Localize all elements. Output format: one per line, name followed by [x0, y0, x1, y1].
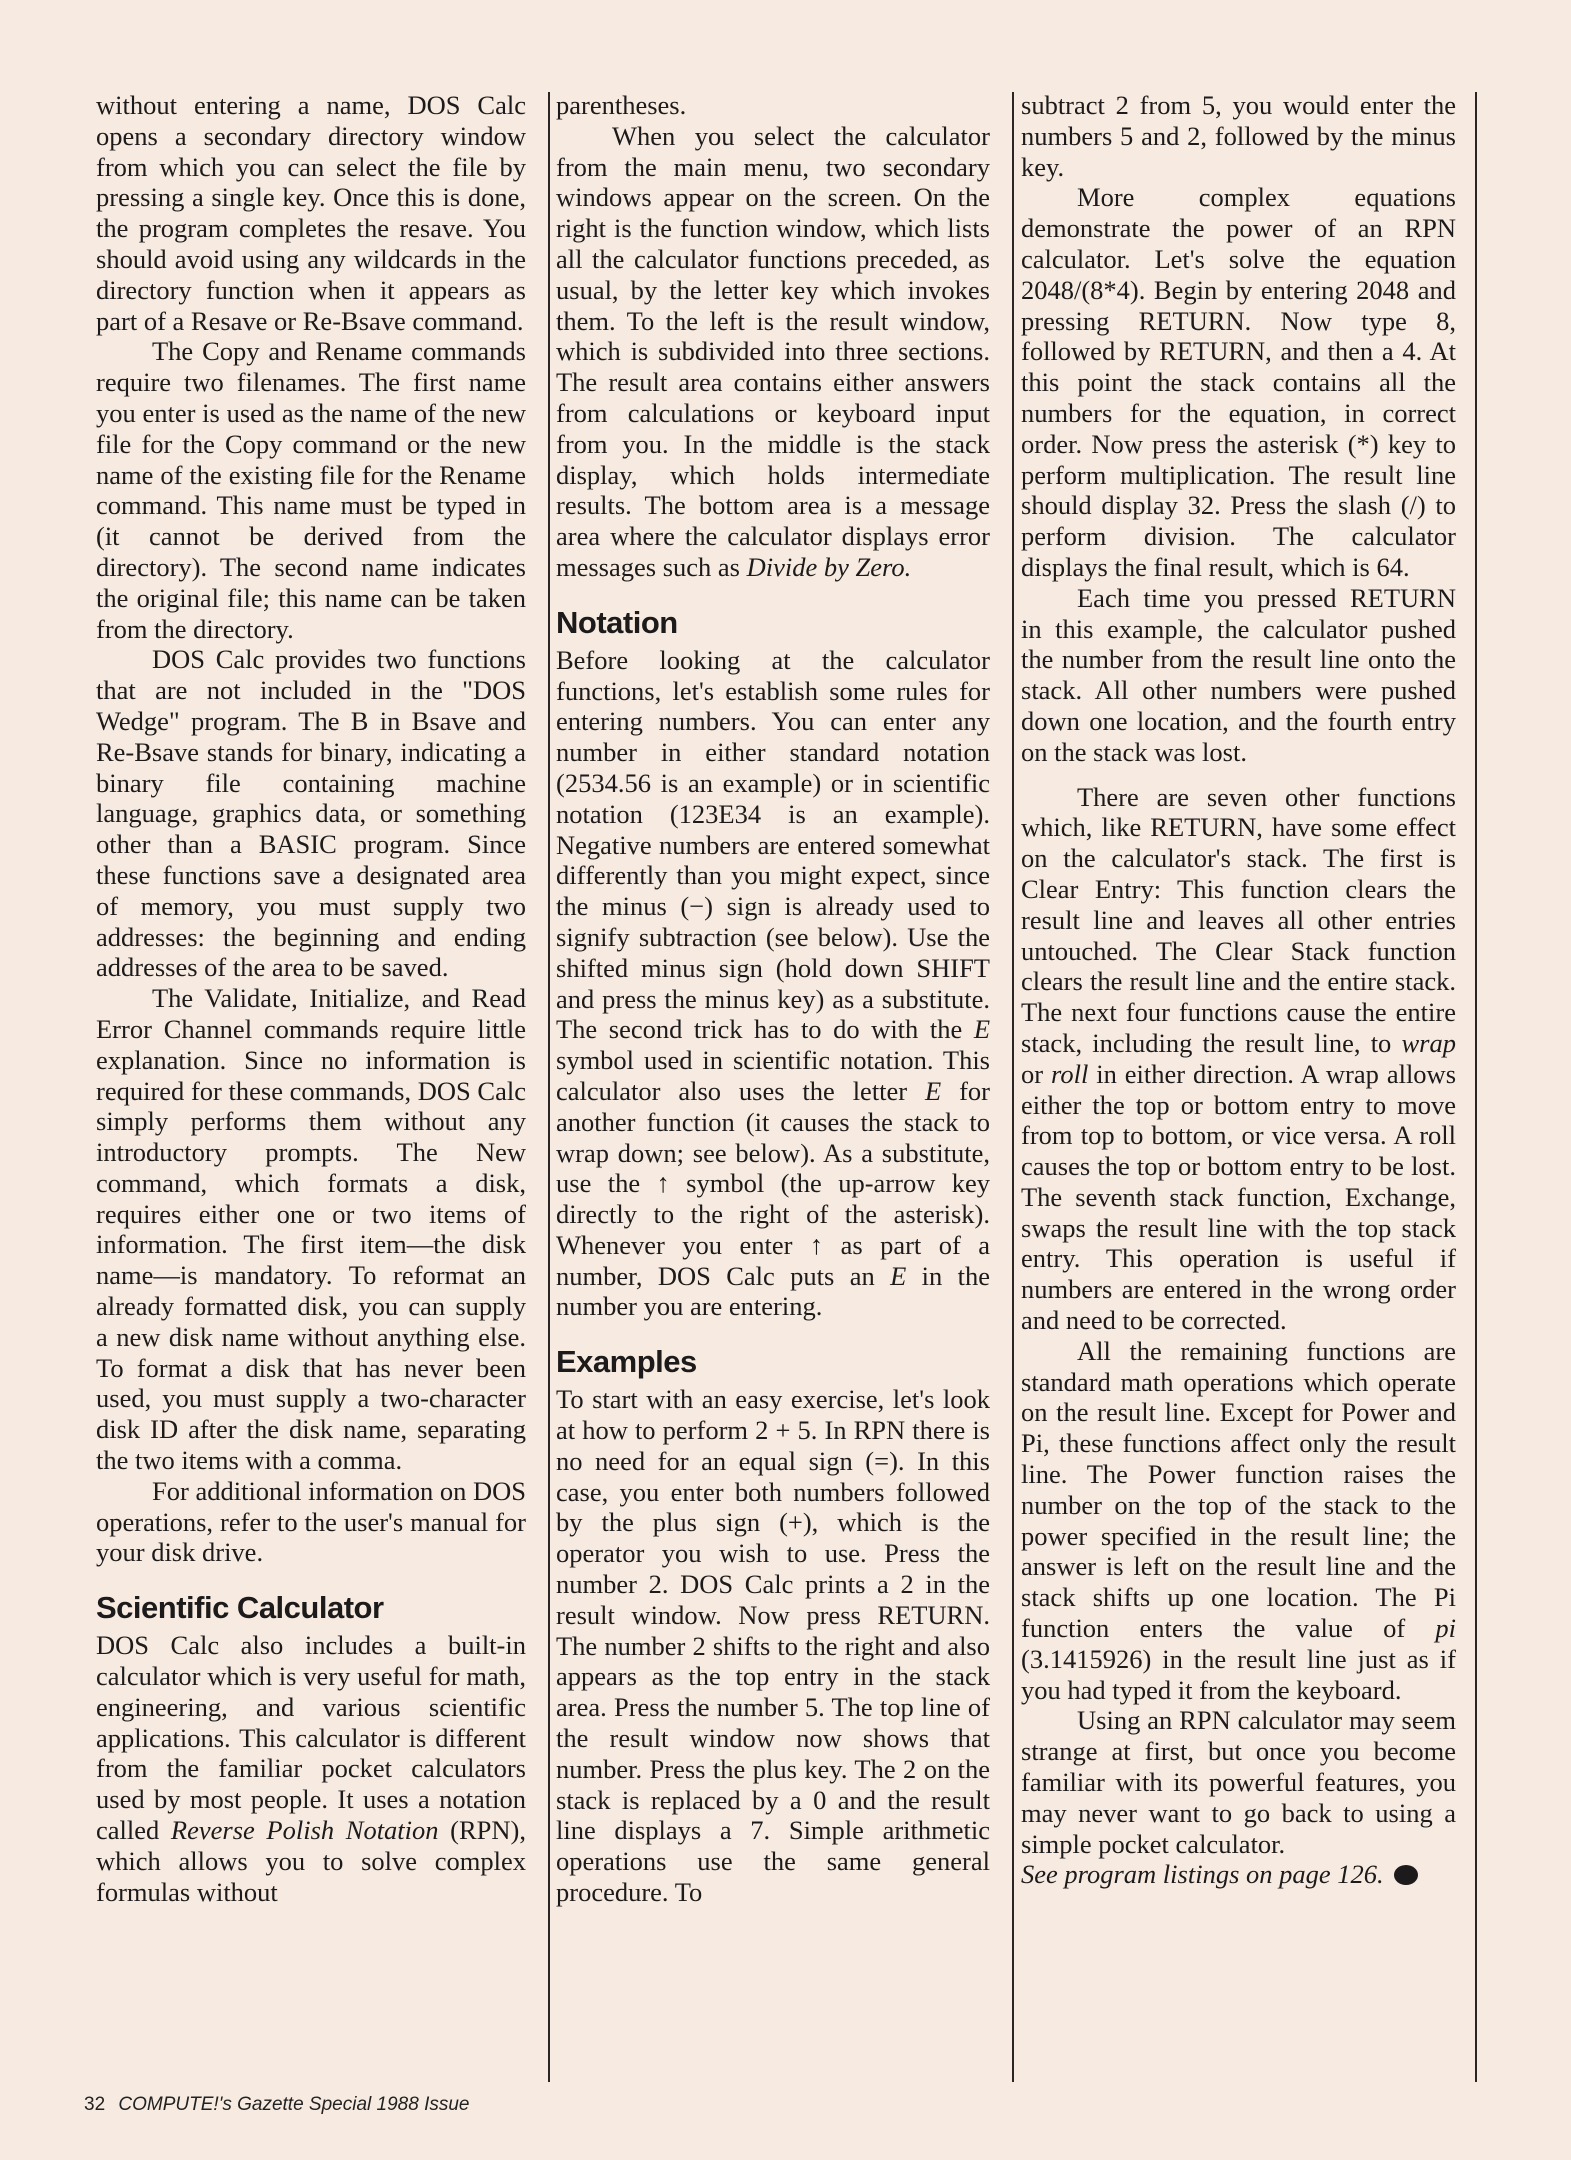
- section-heading: Examples: [556, 1344, 697, 1380]
- paragraph: DOS Calc provides two functions that are not included in the "DOS Wedge" program. The B in Bsave and Re-Bsave stands for binary, indicating a binary file containing machine language, graphics data, or something other than a BASIC program. Since these functions save a designated area of memory, you must supply two addresses: the beginning and ending addresses of the area to be saved.: [96, 644, 526, 983]
- paragraph: Each time you pressed RETURN in this example, the calculator pushed the number from the result line onto the stack. All other numbers were pushed down one location, and the fourth entry on the stack was lost.: [1021, 582, 1456, 767]
- section-heading: Notation: [556, 604, 678, 640]
- publication-name: COMPUTE!'s Gazette Special 1988 Issue: [118, 2094, 470, 2115]
- paragraph: The Validate, Initialize, and Read Error Channel commands require little explanation. Since no information is required for these commands, DOS Calc simply performs them without any introductory prompts. The New command, which formats a disk, requires either one or two items of information. The first item—the disk name—is mandatory. To reformat an already formatted disk, you can supply a new disk name without anything else. To format a disk that has never been used, you must supply a two-character disk ID after the disk name, separating the two items with a comma.: [96, 983, 526, 1476]
- page-footer: [84, 2094, 469, 2116]
- page-number: 32: [84, 2094, 106, 2115]
- paragraph: DOS Calc also includes a built-in calculator which is very useful for math, engineering, and various scientific applications. This calculator is different from the familiar pocket calculators used by most people. It uses a notation called Reverse Polish Notation (RPN), which allows you to solve complex formulas without: [96, 1630, 526, 1907]
- paragraph: More complex equations demonstrate the power of an RPN calculator. Let's solve the equation 2048/(8*4). Begin by entering 2048 and pressing RETURN. Now type 8, followed by RETURN, and then a 4. At this point the stack contains all the numbers for the equation, in correct order. Now press the asterisk (*) key to perform multiplication. The result line should display 32. Press the slash (/) to perform division. The calculator displays the final result, which is 64.: [1021, 182, 1456, 582]
- column-rule: [1475, 92, 1477, 2082]
- column-rule: [1012, 92, 1014, 2082]
- column-rule: [548, 92, 550, 2082]
- text-column-1: [96, 90, 526, 1907]
- section-heading: Scientific Calculator: [96, 1590, 384, 1626]
- paragraph: For additional information on DOS operations, refer to the user's manual for your disk drive.: [96, 1475, 526, 1568]
- paragraph: subtract 2 from 5, you would enter the numbers 5 and 2, followed by the minus key.: [1021, 90, 1456, 182]
- paragraph: parentheses.: [556, 90, 687, 120]
- paragraph: Before looking at the calculator functions, let's establish some rules for entering numbers. You can enter any number in either standard notation (2534.56 is an example) or in scientific notation (123E34 is an example). Negative numbers are entered somewhat differently than you might expect, since the minus (−) sign is already used to signify subtraction (see below). Use the shifted minus sign (hold down SHIFT and press the minus key) as a substitute. The second trick has to do with the E symbol used in scientific notation. This calculator also uses the letter E for another function (it causes the stack to wrap down; see below). As a substitute, use the ↑ symbol (the up-arrow key directly to the right of the asterisk). Whenever you enter ↑ as part of a number, DOS Calc puts an E in the number you are entering.: [556, 644, 990, 1322]
- paragraph: without entering a name, DOS Calc opens a secondary directory window from which you can select the file by pressing a single key. Once this is done, the program completes the resave. You should avoid using any wildcards in the directory function when it appears as part of a Resave or Re-Bsave command.: [96, 90, 526, 336]
- paragraph: To start with an easy exercise, let's look at how to perform 2 + 5. In RPN there is no need for an equal sign (=). In this case, you enter both numbers followed by the plus sign (+), which is the operator you wish to use. Press the number 2. DOS Calc prints a 2 in the result window. Now press RETURN. The number 2 shifts to the right and also appears as the top entry in the stack area. Press the number 5. The top line of the result window now shows that number. Press the plus key. The 2 on the stack is replaced by a 0 and the result line displays a 7. Simple arithmetic operations use the same general procedure. To: [556, 1384, 990, 1908]
- paragraph: There are seven other functions which, like RETURN, have some effect on the calculator's stack. The first is Clear Entry: This function clears the result line and leaves all other entries untouched. The Clear Stack function clears the result line and the entire stack. The next four functions cause the entire stack, including the result line, to wrap or roll in either direction. A wrap allows either the top or bottom entry to move from top to bottom, or vice versa. A roll causes the top or bottom entry to be lost. The seventh stack function, Exchange, swaps the result line with the top stack entry. This operation is useful if numbers are entered in the wrong order and need to be corrected.: [1021, 781, 1457, 1336]
- paragraph: Using an RPN calculator may seem strange at first, but once you become familiar with its powerful features, you may never want to go back to using a simple pocket calculator.: [1021, 1705, 1456, 1859]
- program-listings-note: See program listings on page 126.: [1021, 1859, 1456, 1890]
- end-of-article-icon: [1394, 1865, 1418, 1885]
- paragraph: The Copy and Rename commands require two filenames. The first name you enter is used as the name of the new file for the Copy command or the new name of the existing file for the Rename command. This name must be typed in (it cannot be derived from the directory). The second name indicates the original file; this name can be taken from the directory.: [96, 336, 526, 644]
- paragraph: When you select the calculator from the main menu, two secondary windows appear on the screen. On the right is the function window, which lists all the calculator functions preceded, as usual, by the letter key which invokes them. To the left is the result window, which is subdivided into three sections. The result area contains either answers from calculations or keyboard input from you. In the middle is the stack display, which holds intermediate results. The bottom area is a message area where the calculator displays error messages such as Divide by Zero.: [556, 120, 990, 582]
- text-column-2: [556, 90, 990, 1908]
- text-column-3: [1021, 90, 1456, 1890]
- paragraph: All the remaining functions are standard math operations which operate on the result line. Except for Power and Pi, these functions affect only the result line. The Power function raises the number on the top of the stack to the power specified in the result line; the answer is left on the result line and the stack shifts up one location. The Pi function enters the value of pi (3.1415926) in the result line just as if you had typed it from the keyboard.: [1021, 1335, 1456, 1705]
